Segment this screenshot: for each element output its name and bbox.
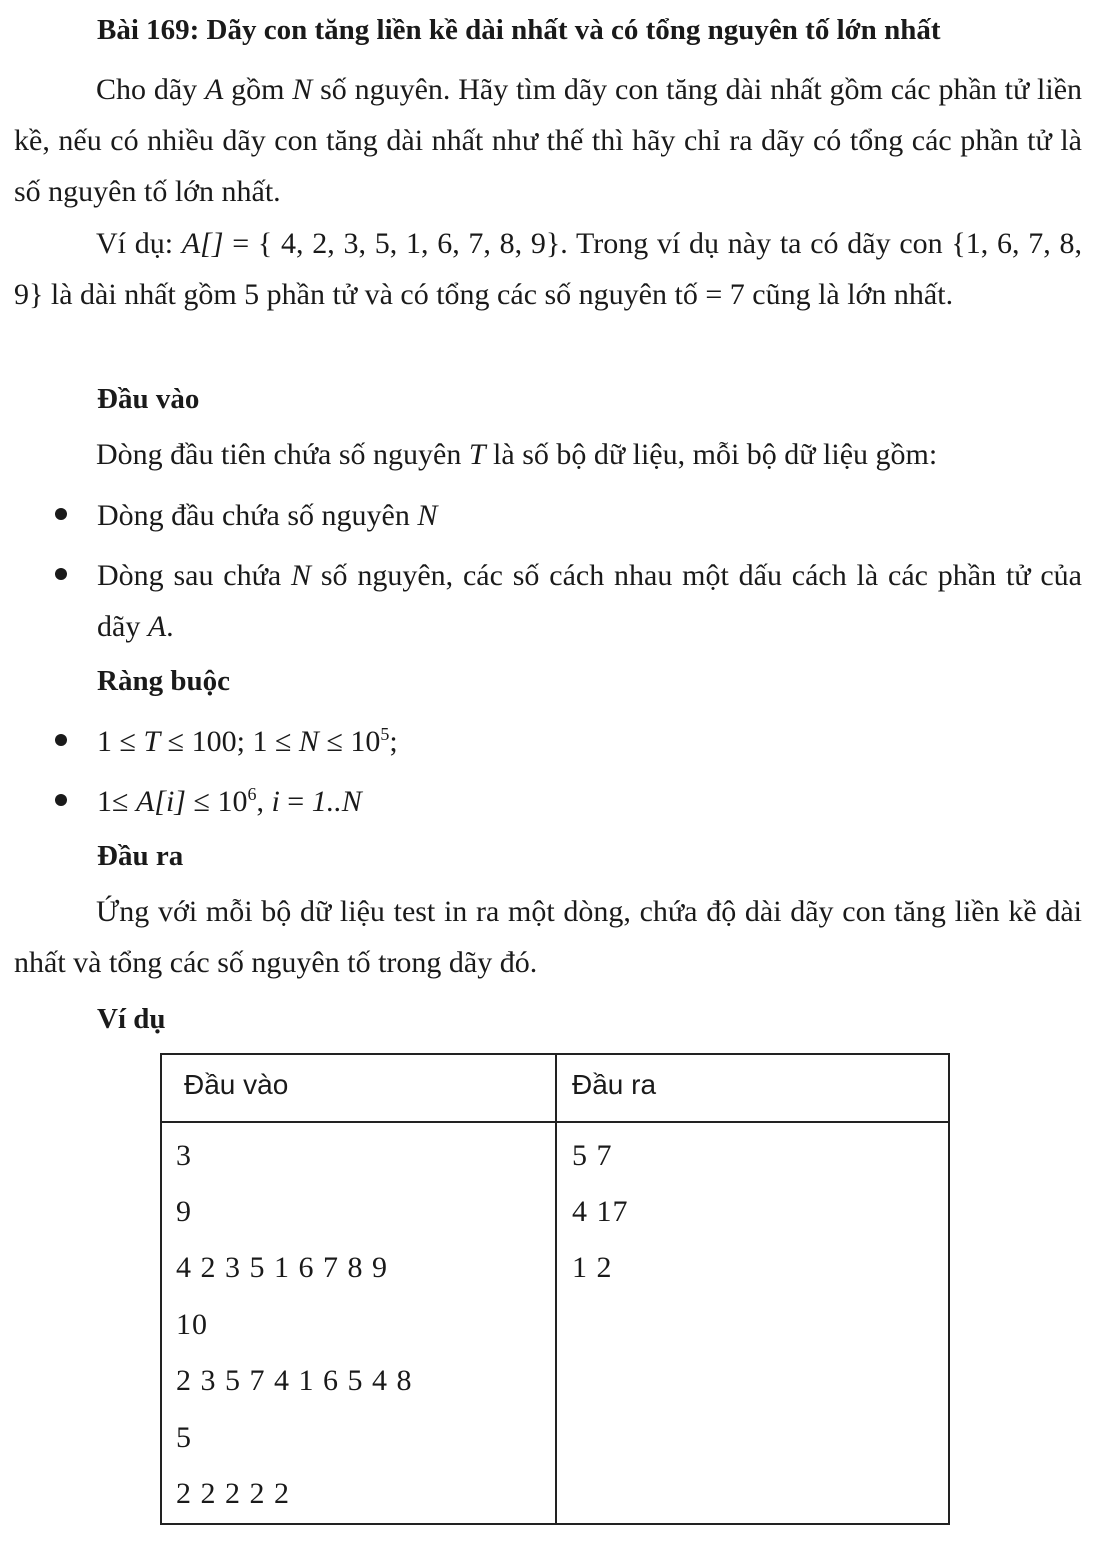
- example-table: [160, 1053, 950, 1525]
- input-line: 3: [176, 1139, 192, 1172]
- output-heading: Đầu ra: [97, 840, 184, 872]
- c2-var-1: A[i]: [135, 785, 186, 818]
- bullet-dot-icon: [55, 508, 67, 520]
- input-bullet-1-text: [97, 490, 1082, 541]
- table-header-output: Đầu ra: [572, 1069, 657, 1100]
- example-text-2: = { 4, 2, 3, 5, 1, 6, 7, 8, 9}. Trong ví dụ này ta có dãy con {1, 6, 7, 8, 9} là dài nhất gồm 5 phần tử và có tổng các số nguyên tố = 7 cũng là lớn nhất.: [14, 227, 1082, 311]
- bullet-2-var: N: [291, 559, 312, 592]
- input-description: [14, 429, 1082, 480]
- input-heading: Đầu vào: [97, 383, 200, 415]
- c2-part-4: =: [279, 785, 312, 818]
- problem-title: Bài 169: Dãy con tăng liền kề dài nhất và có tổng nguyên tố lớn nhất: [97, 14, 941, 46]
- constraint-2-text: [97, 776, 1082, 827]
- bullet-2-text-3: .: [166, 610, 174, 643]
- c2-part-1: 1≤: [97, 785, 136, 818]
- intro-var-a: A: [204, 73, 224, 106]
- input-line: 2 3 5 7 4 1 6 5 4 8: [176, 1364, 413, 1397]
- c1-part-1: 1 ≤: [97, 725, 144, 758]
- input-bullet-2-text: [97, 550, 1082, 652]
- output-line: 1 2: [572, 1251, 613, 1284]
- table-header-input: Đầu vào: [184, 1069, 289, 1100]
- bullet-2-var2: A: [147, 610, 167, 643]
- input-desc-text-1: Dòng đầu tiên chứa số nguyên: [96, 438, 469, 471]
- bullet-1-text-1: Dòng đầu chứa số nguyên: [97, 499, 418, 532]
- c2-exponent: 6: [247, 784, 257, 804]
- intro-text-2: gồm: [223, 73, 293, 106]
- c1-var-1: T: [143, 725, 161, 758]
- output-line: 4 17: [572, 1195, 629, 1228]
- bullet-dot-icon: [55, 568, 67, 580]
- bullet-dot-icon: [55, 794, 67, 806]
- bullet-2-text-1: Dòng sau chứa: [97, 559, 292, 592]
- input-desc-var-t: T: [468, 438, 486, 471]
- input-line: 5: [176, 1421, 192, 1454]
- bullet-1-var: N: [417, 499, 438, 532]
- input-line: 2 2 2 2 2: [176, 1477, 290, 1510]
- table-column-divider: [555, 1055, 557, 1523]
- input-line: 10: [176, 1308, 208, 1341]
- intro-var-n: N: [292, 73, 313, 106]
- example-heading: Ví dụ: [97, 1003, 166, 1035]
- input-desc-text-2: là số bộ dữ liệu, mỗi bộ dữ liệu gồm:: [485, 438, 938, 471]
- c2-part-3: ,: [256, 785, 272, 818]
- constraint-1-text: [97, 716, 1082, 767]
- c2-var-2: i: [271, 785, 280, 818]
- output-description: Ứng với mỗi bộ dữ liệu test in ra một dòng, chứa độ dài dãy con tăng liền kề dài nhất và tổng các số nguyên tố trong dãy đó.: [14, 895, 1082, 979]
- c1-part-3: ≤ 10: [318, 725, 381, 758]
- constraints-heading: Ràng buộc: [97, 665, 230, 697]
- output-line: 5 7: [572, 1139, 613, 1172]
- example-text-1: Ví dụ:: [96, 227, 182, 260]
- input-line: 4 2 3 5 1 6 7 8 9: [176, 1251, 388, 1284]
- intro-text-1: Cho dãy: [96, 73, 205, 106]
- example-var-a: A[]: [181, 227, 224, 260]
- example-paragraph: [14, 218, 1082, 320]
- c2-var-3: 1..N: [311, 785, 362, 818]
- intro-text-3: số nguyên. Hãy tìm dãy con tăng dài nhất gồm các phần tử liền kề, nếu có nhiều dãy con tăng dài nhất như thế thì hãy chỉ ra dãy có tổng các phần tử là số nguyên tố lớn nhất.: [14, 73, 1083, 208]
- table-header-divider: [162, 1121, 948, 1123]
- input-line: 9: [176, 1195, 192, 1228]
- bullet-dot-icon: [55, 734, 67, 746]
- c2-part-2: ≤ 10: [185, 785, 248, 818]
- c1-exponent: 5: [380, 724, 390, 744]
- problem-intro: [14, 64, 1082, 217]
- c1-part-2: ≤ 100; 1 ≤: [160, 725, 299, 758]
- bullet-2-text-2: số nguyên, các số cách nhau một dấu cách là các phần tử của dãy: [97, 559, 1082, 643]
- c1-part-4: ;: [389, 725, 398, 758]
- c1-var-2: N: [298, 725, 319, 758]
